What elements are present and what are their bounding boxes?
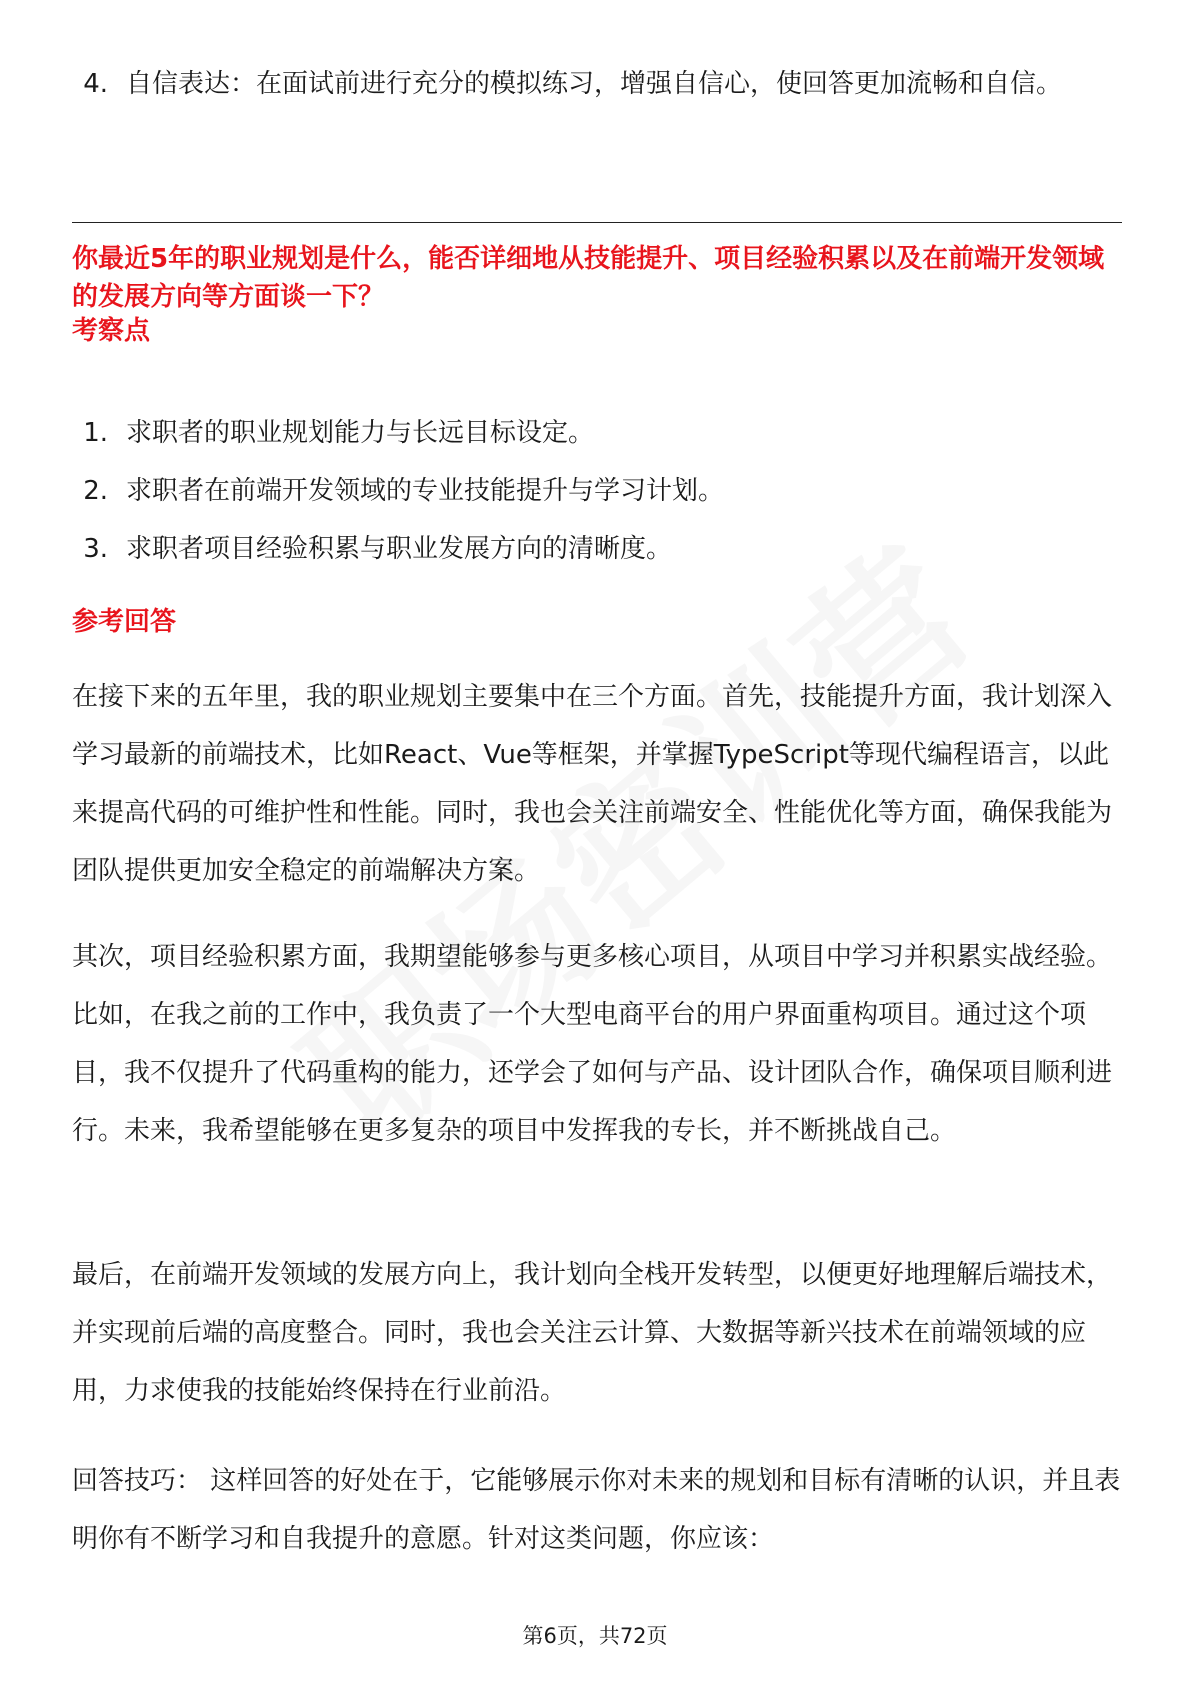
answer-tips-paragraph: 回答技巧： 这样回答的好处在于，它能够展示你对未来的规划和目标有清晰的认识，并且表明你有不断学习和自我提升的意愿。针对这类问题，你应该： <box>72 1466 1121 1554</box>
list-number: 1. <box>83 418 108 448</box>
page-footer: 第6页，共72页 <box>522 1624 668 1648</box>
list-text: 求职者在前端开发领域的专业技能提升与学习计划。 <box>126 476 725 506</box>
list-item <box>72 520 1122 578</box>
list-number: 3. <box>83 534 108 564</box>
list-text: 求职者项目经验积累与职业发展方向的清晰度。 <box>126 534 673 564</box>
points-list <box>72 404 1122 578</box>
list-item <box>72 404 1122 462</box>
answer-paragraph-3: 最后，在前端开发领域的发展方向上，我计划向全栈开发转型，以便更好地理解后端技术，并实现前后端的高度整合。同时，我也会关注云计算、大数据等新兴技术在前端领域的应用，力求使我的技能始终保持在行业前沿。 <box>72 1260 1113 1406</box>
list-item <box>72 462 1122 520</box>
list-number: 2. <box>83 476 108 506</box>
points-heading: 考察点 <box>72 316 151 346</box>
answer-paragraph-1: 在接下来的五年里，我的职业规划主要集中在三个方面。首先，技能提升方面，我计划深入学习最新的前端技术，比如React、Vue等框架，并掌握TypeScript等现代编程语言，以此来提高代码的可维护性和性能。同时，我也会关注前端安全、性能优化等方面，确保我能为团队提供更加安全稳定的前端解决方案。 <box>72 682 1113 886</box>
list-number: 4. <box>83 69 108 99</box>
answer-paragraph-2: 其次，项目经验积累方面，我期望能够参与更多核心项目，从项目中学习并积累实战经验。比如，在我之前的工作中，我负责了一个大型电商平台的用户界面重构项目。通过这个项目，我不仅提升了代码重构的能力，还学会了如何与产品、设计团队合作，确保项目顺利进行。未来，我希望能够在更多复杂的项目中发挥我的专长，并不断挑战自己。 <box>72 942 1113 1146</box>
top-list <box>72 58 1122 110</box>
list-text: 自信表达：在面试前进行充分的模拟练习，增强自信心，使回答更加流畅和自信。 <box>126 69 1063 99</box>
list-text: 求职者的职业规划能力与长远目标设定。 <box>126 418 595 448</box>
section-divider <box>72 222 1122 223</box>
list-item <box>72 58 1122 110</box>
question-heading: 你最近5年的职业规划是什么，能否详细地从技能提升、项目经验积累以及在前端开发领域的发展方向等方面谈一下？ <box>72 244 1105 312</box>
answer-heading: 参考回答 <box>72 607 177 637</box>
